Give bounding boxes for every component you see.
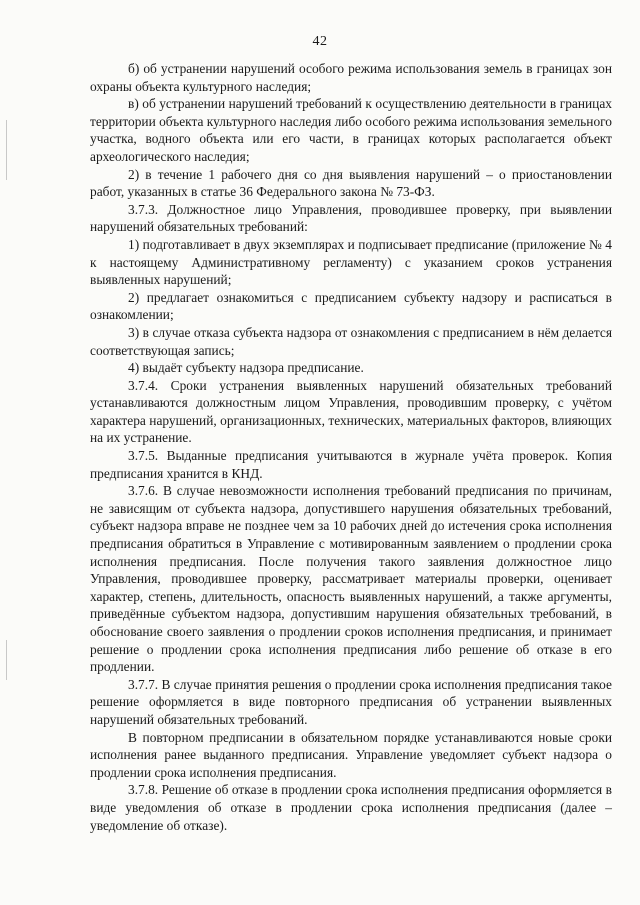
paragraph: 3.7.8. Решение об отказе в продлении срока исполнения предписания оформляется в виде уведомления об отказе в продлении срока исполнения предписания (далее – уведомление об отказе). bbox=[90, 782, 612, 833]
scan-margin-mark bbox=[6, 640, 7, 680]
paragraph: 2) в течение 1 рабочего дня со дня выявления нарушений – о приостановлении работ, указанных в статье 36 Федерального закона № 73-ФЗ. bbox=[90, 166, 612, 200]
paragraph: б) об устранении нарушений особого режима использования земель в границах зон охраны объекта культурного наследия; bbox=[90, 61, 612, 94]
paragraph: в) об устранении нарушений требований к осуществлению деятельности в границах территории объекта культурного наследия либо особого режима использования земельного участка, водного объекта или его части, в границах которых располагается объект археологического наследия; bbox=[90, 96, 612, 164]
paragraph: 2) предлагает ознакомиться с предписанием субъекту надзору и расписаться в ознакомлении; bbox=[90, 289, 612, 323]
paragraph: 3.7.5. Выданные предписания учитываются в журнале учёта проверок. Копия предписания хранится в КНД. bbox=[90, 448, 612, 481]
paragraph: В повторном предписании в обязательном порядке устанавливаются новые сроки исполнения ранее выданного предписания. Управление уведомляет субъект надзора о продлении срока исполнения предписания. bbox=[90, 729, 612, 780]
document-body bbox=[90, 60, 612, 834]
paragraph: 3.7.3. Должностное лицо Управления, проводившее проверку, при выявлении нарушений обязательных требований: bbox=[90, 201, 612, 235]
page-number: 42 bbox=[312, 34, 328, 49]
scan-margin-mark bbox=[6, 120, 7, 180]
paragraph: 1) подготавливает в двух экземплярах и подписывает предписание (приложение № 4 к настоящему Административному регламенту) с указанием сроков устранения выявленных нарушений; bbox=[90, 236, 612, 288]
paragraph: 3.7.7. В случае принятия решения о продлении срока исполнения предписания такое решение оформляется в виде повторного предписания об устранении выявленных нарушений обязательных требований. bbox=[90, 676, 612, 727]
paragraph: 4) выдаёт субъекту надзора предписание. bbox=[128, 360, 364, 376]
paragraph: 3.7.4. Сроки устранения выявленных нарушений обязательных требований устанавливаются должностным лицом Управления, проводившим проверку, с учётом характера нарушений, организационных, технических, материальных факторов, влияющих на их устранение. bbox=[90, 377, 612, 446]
paragraph: 3) в случае отказа субъекта надзора от ознакомления с предписанием в нём делается соответствующая запись; bbox=[90, 324, 612, 358]
paragraph: 3.7.6. В случае невозможности исполнения требований предписания по причинам, не зависящим от субъекта надзора, допустившего нарушения обязательных требований, субъект надзора вправе не позднее чем за 10 рабочих дней до истечения срока исполнения предписания обратиться в Управление с мотивированным заявлением о продлении срока исполнения предписания. После получения такого заявления должностное лицо Управления, проводившее проверку, рассматривает материалы проверки, оценивает характер, степень, длительность, опасность выявленных нарушений, а также аргументы, приведённые субъектом надзора, допустившим нарушения обязательных требований, в обоснование своего заявления о продлении сроков исполнения предписания, и принимает решение о продлении срока исполнения предписания либо решение об отказе в его продлении. bbox=[90, 483, 612, 675]
